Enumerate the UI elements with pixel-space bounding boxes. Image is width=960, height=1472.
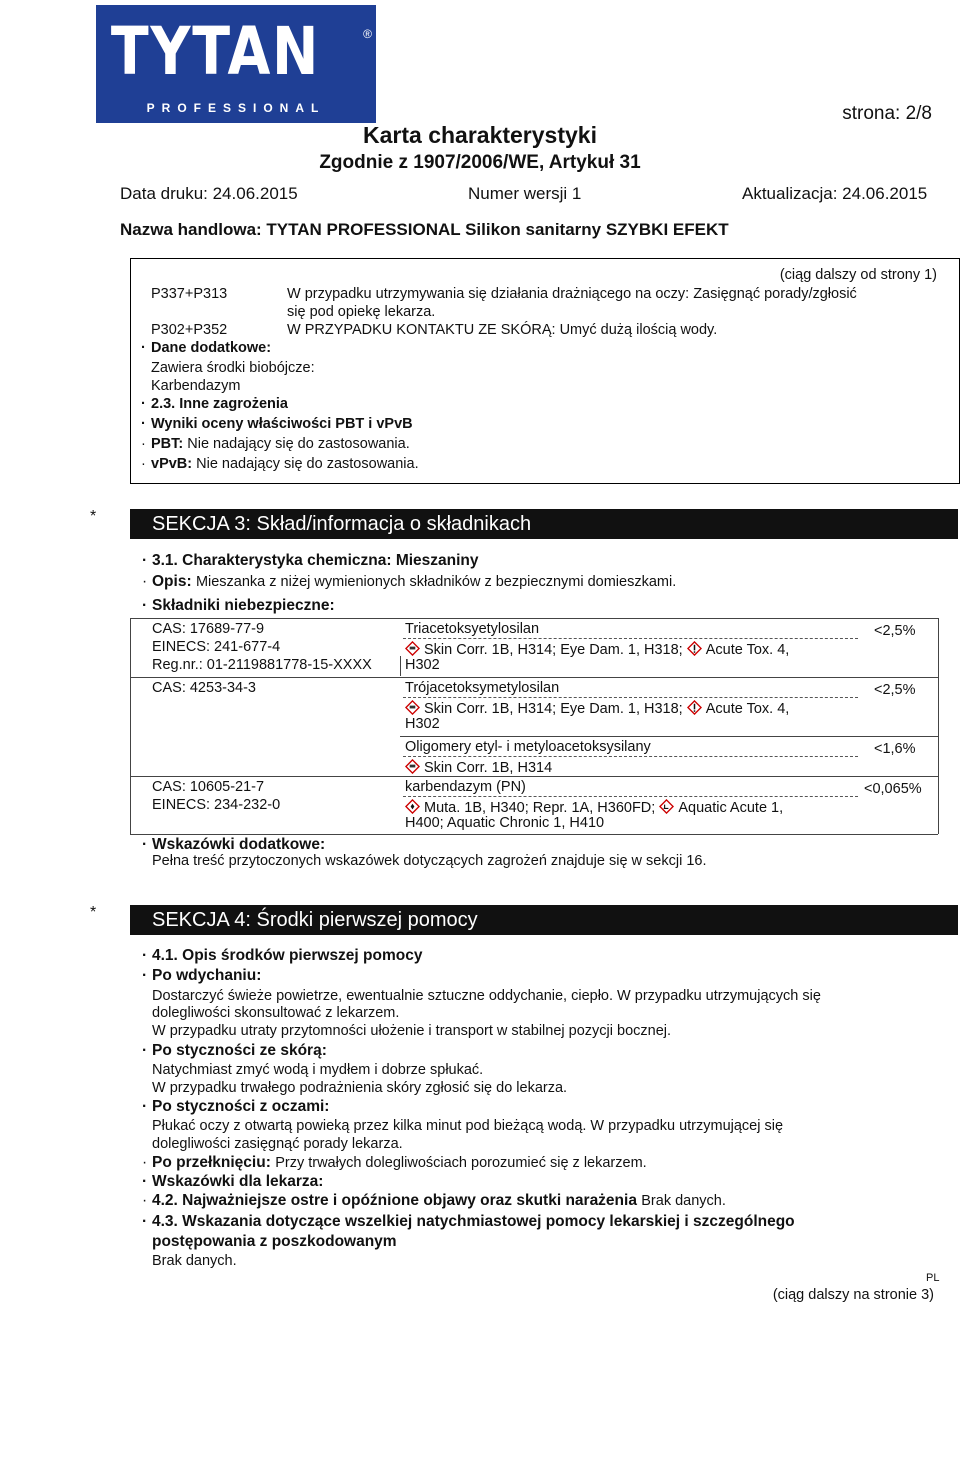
eye-contact-text-1: Płukać oczy z otwartą powieką przez kilka minut pod bieżącą wodą. W przypadku utrzymującej się bbox=[152, 1118, 784, 1134]
version-number: Numer wersji 1 bbox=[468, 184, 582, 203]
exclamation-pictogram-icon bbox=[687, 700, 702, 715]
section-3-title: SEKCJA 3: Skład/informacja o składnikach bbox=[130, 509, 958, 539]
classification-2-cont: H302 bbox=[405, 716, 440, 732]
extra-info-heading: · Dane dodatkowe: bbox=[141, 340, 272, 356]
component-name-1: Triacetoksyetylosilan bbox=[405, 621, 540, 637]
classification-3: Skin Corr. 1B, H314 bbox=[405, 759, 552, 776]
hazardous-components-heading: · Składniki niebezpieczne: bbox=[142, 597, 335, 614]
component-name-3: Oligomery etyl- i metyloacetoksysilany bbox=[405, 739, 651, 755]
percentage-2: <2,5% bbox=[874, 682, 916, 698]
environment-pictogram-icon bbox=[659, 799, 674, 814]
einecs-234: EINECS: 234-232-0 bbox=[152, 797, 281, 813]
vpvb-line: · vPvB: Nie nadający się do zastosowania. bbox=[141, 456, 419, 472]
cas-4253: CAS: 4253-34-3 bbox=[152, 680, 256, 696]
p337-code: P337+P313 bbox=[151, 286, 228, 302]
print-date: Data druku: 24.06.2015 bbox=[120, 184, 298, 203]
additional-notes-text: Pełna treść przytoczonych wskazówek dotyczących zagrożeń znajduje się w sekcji 16. bbox=[152, 853, 707, 869]
registered-mark-icon: ® bbox=[363, 27, 372, 41]
p337-text: W przypadku utrzymywania się działania drażniącego na oczy: Zasięgnąć porady/zgłosić bbox=[287, 286, 857, 302]
component-name-4: karbendazym (PN) bbox=[405, 779, 526, 795]
skin-contact-text-2: W przypadku trwałego podrażnienia skóry zgłosić się do lekarza. bbox=[152, 1080, 568, 1096]
section-4-title: SEKCJA 4: Środki pierwszej pomocy bbox=[130, 905, 958, 935]
section-4-3-heading: · 4.3. Wskazania dotyczące wszelkiej natychmiastowej pomocy lekarskiej i szczególnego bbox=[142, 1213, 795, 1230]
eye-contact-text-2: dolegliwości zasięgnąć porady lekarza. bbox=[152, 1136, 403, 1152]
p337-text-cont: się pod opiekę lekarza. bbox=[287, 304, 436, 320]
classification-2: Skin Corr. 1B, H314; Eye Dam. 1, H318; Acute Tox. 4, bbox=[405, 700, 789, 717]
logo-subtitle: PROFESSIONAL bbox=[146, 101, 326, 115]
section-4-3-heading-cont: postępowania z poszkodowanym bbox=[152, 1233, 397, 1250]
classification-4-cont: H400; Aquatic Chronic 1, H410 bbox=[405, 815, 605, 831]
tytan-logo bbox=[96, 5, 376, 123]
pbt-line: · PBT: Nie nadający się do zastosowania. bbox=[141, 436, 410, 452]
biocide-note: Zawiera środki biobójcze: bbox=[151, 360, 315, 376]
percentage-1: <2,5% bbox=[874, 623, 916, 639]
skin-contact-heading: · Po styczności ze skórą: bbox=[142, 1042, 327, 1059]
revision-star: * bbox=[90, 508, 97, 525]
biocide-name: Karbendazym bbox=[151, 378, 241, 394]
percentage-3: <1,6% bbox=[874, 741, 916, 757]
p302-code: P302+P352 bbox=[151, 322, 228, 338]
logo-wordmark: TYTAN bbox=[110, 13, 321, 90]
continued-on-note: (ciąg dalszy na stronie 3) bbox=[772, 1287, 934, 1303]
section-4-1-heading: · 4.1. Opis środków pierwszej pomocy bbox=[142, 947, 423, 964]
doctor-notes-heading: · Wskazówki dla lekarza: bbox=[142, 1173, 324, 1190]
ingestion-line: · Po przełknięciu: Przy trwałych dolegliwościach porozumieć się z lekarzem. bbox=[142, 1154, 647, 1171]
language-code: PL bbox=[926, 1272, 940, 1284]
inhalation-heading: · Po wdychaniu: bbox=[142, 967, 262, 984]
classification-4: Muta. 1B, H340; Repr. 1A, H360FD; Aquatic Acute 1, bbox=[405, 799, 783, 816]
reg-number: Reg.nr.: 01-2119881778-15-XXXX bbox=[152, 657, 372, 673]
section-4-2-line: · 4.2. Najważniejsze ostre i opóźnione objawy oraz skutki narażenia Brak danych. bbox=[142, 1192, 726, 1209]
additional-notes-heading: · Wskazówki dodatkowe: bbox=[142, 836, 326, 853]
document-title: Karta charakterystyki bbox=[363, 122, 597, 148]
continued-from-note: (ciąg dalszy od strony 1) bbox=[779, 267, 937, 283]
table-top-border bbox=[130, 618, 938, 619]
section-4-3-text: Brak danych. bbox=[152, 1253, 237, 1269]
component-name-2: Trójacetoksymetylosilan bbox=[405, 680, 560, 696]
inhalation-text-3: W przypadku utraty przytomności ułożenie i transport w stabilnej pozycji bocznej. bbox=[152, 1023, 672, 1039]
cas-17689: CAS: 17689-77-9 bbox=[152, 621, 265, 637]
einecs-241: EINECS: 241-677-4 bbox=[152, 639, 281, 655]
revision-star: * bbox=[90, 904, 97, 921]
inhalation-text-2: dolegliwości skonsultować z lekarzem. bbox=[152, 1005, 400, 1021]
exclamation-pictogram-icon bbox=[687, 641, 702, 656]
corrosion-pictogram-icon bbox=[405, 641, 420, 656]
percentage-4: <0,065% bbox=[864, 781, 922, 797]
skin-contact-text-1: Natychmiast zmyć wodą i mydłem i dobrze spłukać. bbox=[152, 1062, 484, 1078]
classification-1-cont: H302 bbox=[405, 657, 440, 673]
pbt-heading: · Wyniki oceny właściwości PBT i vPvB bbox=[141, 416, 413, 432]
cas-10605: CAS: 10605-21-7 bbox=[152, 779, 265, 795]
inhalation-text-1: Dostarczyć świeże powietrze, ewentualnie sztuczne oddychanie, ciepło. W przypadku utrzymujących się bbox=[152, 988, 821, 1004]
corrosion-pictogram-icon bbox=[405, 759, 420, 774]
other-hazards-heading: · 2.3. Inne zagrożenia bbox=[141, 396, 288, 412]
section-3-1-heading: · 3.1. Charakterystyka chemiczna: Mieszaniny bbox=[142, 552, 479, 569]
health-hazard-pictogram-icon bbox=[405, 799, 420, 814]
description-line: · Opis: Mieszanka z niżej wymienionych składników z bezpiecznymi domieszkami. bbox=[142, 573, 677, 590]
update-date: Aktualizacja: 24.06.2015 bbox=[742, 184, 928, 203]
continuation-box bbox=[130, 258, 960, 484]
corrosion-pictogram-icon bbox=[405, 700, 420, 715]
page-number: strona: 2/8 bbox=[842, 103, 932, 124]
trade-name: Nazwa handlowa: TYTAN PROFESSIONAL Silikon sanitarny SZYBKI EFEKT bbox=[120, 220, 729, 239]
p302-text: W PRZYPADKU KONTAKTU ZE SKÓRĄ: Umyć dużą ilością wody. bbox=[287, 322, 718, 338]
classification-1: Skin Corr. 1B, H314; Eye Dam. 1, H318; Acute Tox. 4, bbox=[405, 641, 789, 658]
document-subtitle: Zgodnie z 1907/2006/WE, Artykuł 31 bbox=[319, 152, 641, 173]
eye-contact-heading: · Po styczności z oczami: bbox=[142, 1098, 330, 1115]
